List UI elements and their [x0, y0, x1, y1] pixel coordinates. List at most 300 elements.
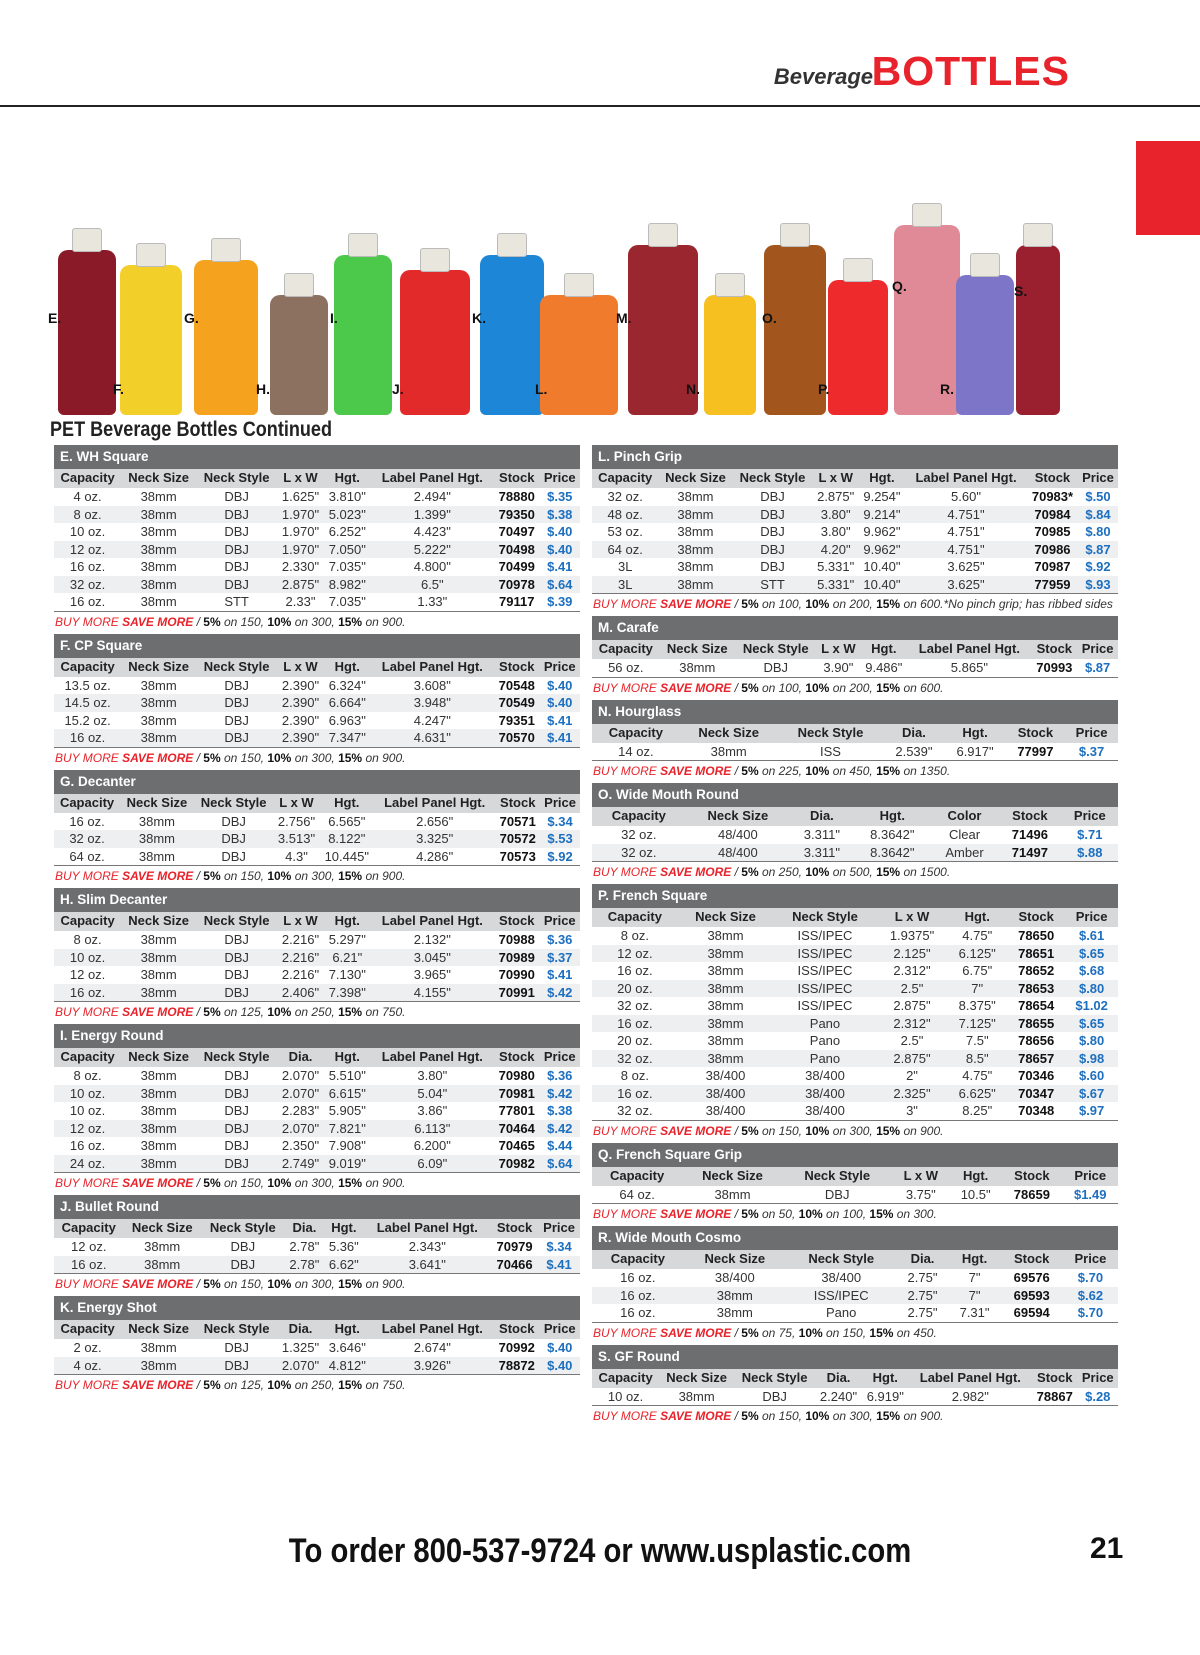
discount-text: SAVE MORE [122, 614, 194, 629]
discount-text: BUY MORE [593, 1123, 661, 1138]
table-row [54, 558, 580, 576]
table-cell: 10 oz. [54, 949, 121, 967]
table-cell: 10.40" [863, 559, 901, 574]
bottle-letter: K. [472, 310, 486, 326]
discount-text: 15% [876, 680, 901, 695]
discount-text: on 150, [758, 1123, 806, 1138]
table-cell: 38mm [121, 593, 196, 611]
discount-text: BUY MORE [593, 865, 661, 879]
bottle-14 [956, 275, 1014, 415]
table-cell: DBJ [230, 1239, 256, 1254]
table-cell: 3.513" [273, 830, 319, 848]
column-header: Hgt. [324, 469, 371, 488]
column-header: Hgt. [950, 1167, 1001, 1186]
discount-text: 15% [338, 750, 363, 765]
column-header: Label Panel Hgt. [371, 469, 494, 488]
price-cell: $.40 [547, 1340, 573, 1355]
table-cell: 16 oz. [592, 1015, 678, 1033]
table-cell: 32 oz. [54, 830, 120, 848]
table-cell: DBJ [196, 694, 277, 712]
discount-text: 5% [203, 750, 221, 765]
discount-text: on 900. [900, 1123, 944, 1138]
table-cell: 16 oz. [592, 1085, 678, 1103]
column-header: Dia. [277, 1320, 324, 1339]
bulk-discount-note [592, 1406, 1118, 1426]
table-cell: 2.132" [413, 932, 451, 947]
discount-text: / [193, 750, 204, 765]
bottle-15 [1016, 245, 1060, 415]
spec-table [54, 1048, 580, 1173]
column-header: L x W [813, 469, 859, 488]
table-cell: 2.070" [277, 1085, 324, 1103]
table-cell: 10.445" [320, 848, 375, 866]
price-cell: $.50 [1085, 489, 1111, 504]
discount-text: / [731, 1123, 742, 1138]
price-cell: $.38 [547, 1103, 573, 1118]
discount-text: SAVE MORE [660, 680, 732, 695]
table-cell: 38mm [121, 694, 196, 712]
column-header: Price [1063, 1250, 1118, 1269]
table-cell: 2.982" [909, 1388, 1032, 1406]
price-cell: $.28 [1078, 1388, 1118, 1406]
discount-text: 15% [338, 1176, 363, 1190]
discount-text: 5% [741, 1325, 759, 1340]
discount-text: 10% [805, 865, 830, 879]
table-cell: 3.90" [816, 659, 860, 677]
column-header: Neck Size [121, 469, 196, 488]
table-cell: 13.5 oz. [64, 677, 111, 693]
table-cell: 32 oz. [621, 827, 657, 842]
table-cell: 16 oz. [54, 1256, 123, 1274]
product-section [592, 783, 1118, 882]
table-cell: 38mm [658, 576, 732, 594]
table-cell: 6.963" [328, 712, 366, 728]
table-cell: DBJ [224, 677, 249, 693]
table-cell: DBJ [196, 576, 277, 594]
discount-text: on 100, [822, 1207, 870, 1221]
header-category: Beverage [773, 64, 873, 89]
table-cell: 1.625" [281, 489, 320, 504]
price-cell: $.87 [1077, 659, 1118, 677]
table-cell: 12 oz. [592, 945, 678, 963]
header-title: BOTTLES [871, 48, 1070, 94]
table-row [592, 558, 1118, 576]
table-cell: 4.75" [962, 1068, 993, 1083]
column-header: Neck Style [196, 469, 277, 488]
table-cell: 64 oz. [592, 541, 658, 559]
bottle-neck [715, 273, 745, 297]
table-cell: 32 oz. [617, 998, 653, 1013]
spec-table [592, 640, 1118, 678]
price-cell: $.41 [540, 729, 580, 747]
price-cell: $.41 [547, 559, 573, 574]
section-header: P. French Square [592, 884, 1118, 908]
product-photo [48, 138, 1128, 423]
bottle-neck [72, 228, 102, 252]
table-cell: 38mm [121, 1357, 196, 1375]
table-cell: ISS/IPEC [797, 928, 853, 943]
stock-cell: 70980 [498, 1068, 535, 1083]
discount-text: on 75, [758, 1325, 799, 1340]
discount-text: / [193, 1277, 204, 1291]
bottle-1 [58, 250, 116, 415]
section-header: H. Slim Decanter [54, 888, 580, 912]
table-cell: ISS/IPEC [773, 980, 876, 998]
bottle-neck [648, 223, 678, 247]
column-header: Price [1063, 1167, 1119, 1186]
column-header: Label Panel Hgt. [374, 794, 495, 813]
price-cell: $.65 [1065, 945, 1118, 963]
table-row [54, 694, 580, 712]
discount-text: BUY MORE [593, 1325, 661, 1340]
table-row [54, 523, 580, 541]
table-row [592, 1102, 1118, 1120]
discount-text: on 125, [220, 1005, 268, 1019]
table-cell: 2.216" [281, 932, 320, 947]
stock-cell: 70572 [495, 830, 540, 848]
table-cell: 38mm [684, 1287, 786, 1305]
discount-text: on 150, [220, 750, 268, 765]
discount-text: 15% [869, 1325, 894, 1340]
table-row [592, 506, 1118, 524]
section-header: S. GF Round [592, 1345, 1118, 1369]
table-cell: 38/400 [714, 1270, 755, 1285]
table-cell: 2.33" [277, 593, 324, 611]
table-cell: 38mm [707, 998, 744, 1013]
discount-text: on 100, [758, 597, 806, 611]
stock-cell: 70347 [1007, 1085, 1065, 1103]
table-row [592, 1050, 1118, 1068]
bulk-discount-note [592, 1121, 1118, 1141]
table-cell: 2.325" [877, 1085, 948, 1103]
bottle-letter: N. [686, 381, 700, 397]
discount-text: 5% [203, 1277, 221, 1291]
price-cell: $.35 [547, 489, 573, 504]
discount-text: 15% [338, 614, 363, 629]
table-cell: 3.325" [374, 830, 495, 848]
discount-text: 5% [741, 865, 759, 879]
table-row [54, 931, 580, 949]
table-cell: 2.390" [281, 712, 320, 728]
discount-text: 10% [805, 597, 830, 611]
table-cell: 38mm [121, 541, 196, 559]
column-header: Dia. [790, 807, 854, 826]
table-cell: Pano [809, 1033, 841, 1048]
column-header: Neck Style [735, 640, 816, 659]
column-header: Stock [1027, 469, 1078, 488]
column-header: Dia. [277, 1048, 324, 1067]
table-cell: 48 oz. [592, 506, 658, 524]
table-cell: 38mm [121, 1085, 196, 1103]
discount-text: on 250, [758, 865, 806, 879]
table-cell: 38mm [140, 1138, 177, 1153]
column-header: Capacity [54, 912, 121, 931]
column-header: Dia. [896, 1250, 948, 1269]
price-cell: $.34 [547, 813, 573, 829]
column-header: Dia. [883, 724, 944, 743]
table-cell: 38mm [140, 1103, 177, 1118]
bottle-neck [420, 248, 450, 272]
table-cell: 15.2 oz. [64, 712, 111, 728]
product-section [54, 1296, 580, 1395]
table-cell: 4.631" [371, 729, 494, 747]
discount-text: / [193, 1176, 204, 1190]
price-cell: $.62 [1063, 1287, 1118, 1305]
table-cell: 4.286" [374, 848, 495, 866]
table-cell: 38mm [140, 489, 177, 504]
stock-cell: 78659 [1001, 1186, 1062, 1204]
table-row [54, 712, 580, 730]
table-cell: 32 oz. [54, 576, 121, 594]
bottle-neck [1023, 223, 1053, 247]
table-row [592, 980, 1118, 998]
table-row [592, 1015, 1118, 1033]
column-header: Neck Size [121, 1048, 196, 1067]
column-header: Neck Style [732, 469, 812, 488]
table-cell: 38mm [707, 1033, 744, 1048]
table-cell: 3.86" [417, 1103, 448, 1118]
column-header: Label Panel Hgt. [909, 1369, 1032, 1388]
column-header: Stock [494, 1320, 540, 1339]
stock-cell: 77801 [498, 1103, 535, 1118]
discount-text: / [731, 764, 742, 778]
stock-cell: 70978 [494, 576, 540, 594]
table-cell: 10.5" [950, 1186, 1001, 1204]
bottle-letter: J. [392, 381, 404, 397]
table-cell: 38mm [140, 559, 177, 574]
price-cell: $.60 [1078, 1068, 1105, 1083]
table-cell: 2.216" [281, 967, 320, 982]
table-cell: 2.070" [277, 1120, 324, 1138]
table-cell: 38mm [658, 506, 732, 524]
discount-text: on 300, [829, 1123, 877, 1138]
table-cell: DBJ [196, 1085, 277, 1103]
column-header: Label Panel Hgt. [371, 912, 494, 931]
table-cell: 16 oz. [592, 1287, 684, 1305]
product-section [592, 884, 1118, 1141]
discount-text: on 1350. [900, 764, 951, 778]
table-cell: 3" [877, 1102, 948, 1120]
column-header: Neck Size [121, 658, 196, 677]
price-cell: $.92 [1085, 559, 1111, 574]
discount-text: on 150, [220, 869, 268, 883]
bottle-neck [497, 233, 527, 257]
price-cell: $.42 [540, 984, 580, 1002]
discount-text: SAVE MORE [122, 1005, 194, 1019]
section-header: G. Decanter [54, 770, 580, 794]
table-cell: 8.3642" [854, 844, 931, 862]
discount-text: 5% [741, 1409, 759, 1423]
column-header: Capacity [592, 640, 660, 659]
column-header: Neck Style [778, 724, 884, 743]
column-header: Dia. [285, 1219, 324, 1238]
spec-table [54, 1219, 580, 1274]
column-header: Hgt. [945, 724, 1006, 743]
price-cell: $.70 [1063, 1304, 1118, 1322]
discount-text: 10% [267, 1176, 292, 1190]
table-cell: 38mm [140, 932, 177, 947]
table-cell: 5.023" [324, 506, 371, 524]
table-cell: DBJ [201, 1256, 285, 1274]
product-section [54, 1195, 580, 1294]
table-cell: DBJ [224, 1103, 249, 1118]
bulk-discount-note [54, 1375, 580, 1395]
column-header: Hgt. [947, 908, 1007, 927]
discount-text: 15% [876, 1409, 901, 1423]
discount-text: on 150, [220, 1176, 268, 1190]
discount-text: 5% [203, 1378, 221, 1392]
discount-text: 10% [798, 1325, 823, 1340]
price-cell: $.93 [1078, 576, 1118, 594]
table-cell: DBJ [783, 1186, 892, 1204]
column-header: Stock [494, 469, 540, 488]
table-cell: 3.810" [328, 489, 366, 504]
column-header: Price [540, 658, 580, 677]
table-cell: 38mm [121, 729, 196, 747]
table-cell: 2 oz. [73, 1340, 102, 1355]
table-cell: DBJ [196, 729, 277, 747]
stock-cell: 70988 [498, 932, 535, 947]
section-header: N. Hourglass [592, 700, 1118, 724]
table-cell: 5.36" [328, 1239, 359, 1254]
discount-text: SAVE MORE [660, 764, 732, 778]
table-cell: 38mm [121, 1155, 196, 1173]
table-cell: 6.919" [862, 1388, 909, 1406]
table-cell: 2.749" [277, 1155, 324, 1173]
discount-text: 15% [876, 1123, 901, 1138]
table-cell: 2.5" [900, 1033, 924, 1048]
table-row [592, 1304, 1118, 1322]
table-cell: 38mm [707, 928, 744, 943]
table-cell: 20 oz. [617, 1033, 653, 1048]
table-row [54, 984, 580, 1002]
bottle-3 [194, 260, 258, 415]
table-cell: 38mm [140, 1068, 177, 1083]
table-cell: 2.756" [277, 813, 316, 829]
discount-text: 10% [805, 680, 830, 695]
discount-text: 5% [741, 1207, 759, 1221]
column-header: L x W [277, 469, 324, 488]
table-cell: 8.375" [958, 998, 996, 1013]
price-cell: $.97 [1065, 1102, 1118, 1120]
bulk-discount-note [592, 862, 1118, 882]
bottle-neck [348, 233, 378, 257]
spec-table [592, 1369, 1118, 1407]
discount-text: BUY MORE [593, 764, 661, 778]
section-header: I. Energy Round [54, 1024, 580, 1048]
table-cell: 3.641" [364, 1256, 491, 1274]
table-cell: Pano [786, 1304, 897, 1322]
discount-text: on 900. [900, 1409, 944, 1423]
stock-cell: 70348 [1007, 1102, 1065, 1120]
table-cell: 38mm [677, 559, 714, 574]
bottle-letter: E. [48, 310, 62, 326]
discount-text: on 300, [829, 1409, 877, 1423]
discount-text: on 600.*No pinch grip; has ribbed sides [900, 597, 1113, 611]
column-header: Hgt. [324, 1048, 371, 1067]
stock-cell: 77997 [1006, 743, 1066, 761]
table-cell: 32 oz. [607, 489, 643, 504]
discount-text: on 150, [822, 1325, 870, 1340]
table-cell: 2.75" [907, 1270, 938, 1285]
column-header: Neck Style [734, 1369, 815, 1388]
section-header: Q. French Square Grip [592, 1143, 1118, 1167]
table-cell: 7.347" [324, 729, 371, 747]
table-cell: 7" [949, 1287, 1001, 1305]
table-cell: 1.970" [281, 524, 320, 539]
table-cell: 9.214" [859, 506, 905, 524]
table-row [54, 1357, 580, 1375]
discount-text: BUY MORE [55, 1378, 123, 1392]
section-header: L. Pinch Grip [592, 445, 1118, 469]
column-header: Capacity [592, 469, 658, 488]
table-cell: 16 oz. [54, 729, 121, 747]
discount-text: on 450, [829, 764, 877, 778]
price-cell: $.80 [1078, 1033, 1105, 1048]
discount-text: SAVE MORE [660, 1325, 732, 1340]
table-cell: 10 oz. [69, 524, 106, 539]
column-header: Neck Size [678, 908, 774, 927]
table-cell: 38mm [121, 576, 196, 594]
discount-text: 10% [805, 1409, 830, 1423]
column-header: Neck Style [196, 912, 277, 931]
stock-cell: 70991 [494, 984, 540, 1002]
stock-cell: 70987 [1034, 559, 1071, 574]
table-cell: DBJ [224, 1138, 249, 1153]
discount-text: 10% [267, 614, 292, 629]
table-row [54, 830, 580, 848]
table-row [54, 506, 580, 524]
column-header: Neck Size [123, 1219, 200, 1238]
table-cell: DBJ [224, 932, 249, 947]
table-cell: Amber [931, 844, 998, 862]
bottle-letter: Q. [892, 278, 907, 294]
table-cell: 38/400 [805, 1068, 845, 1083]
table-cell: 14.5 oz. [54, 694, 121, 712]
discount-text: 10% [267, 869, 292, 883]
table-cell: STT [196, 593, 277, 611]
price-cell: $.42 [540, 1120, 580, 1138]
price-cell: $.61 [1078, 928, 1105, 943]
discount-text: BUY MORE [55, 1176, 123, 1190]
bottle-neck [843, 258, 873, 282]
table-row [592, 1269, 1118, 1287]
column-header: Hgt. [324, 658, 371, 677]
discount-text: SAVE MORE [660, 1123, 732, 1138]
bottle-11 [764, 245, 826, 415]
column-header: L x W [892, 1167, 950, 1186]
table-cell: 3.948" [371, 694, 494, 712]
price-cell: $1.02 [1075, 998, 1108, 1013]
table-row [54, 966, 580, 984]
discount-text: on 300, [291, 614, 339, 629]
table-cell: 2.656" [416, 813, 454, 829]
column-header: Price [1062, 807, 1118, 826]
table-cell: 6.5" [371, 576, 494, 594]
discount-text: on 150, [220, 1277, 268, 1291]
table-cell: 3.646" [328, 1340, 366, 1355]
discount-text: on 50, [758, 1207, 799, 1221]
table-cell: ISS/IPEC [773, 945, 876, 963]
discount-text: on 225, [758, 764, 806, 778]
table-cell: 3.311" [803, 827, 840, 842]
product-section [54, 888, 580, 1022]
column-header: Hgt. [854, 807, 931, 826]
stock-cell: 70466 [491, 1256, 538, 1274]
discount-text: on 100, [758, 680, 806, 695]
column-header: Neck Size [659, 1369, 734, 1388]
discount-text: 15% [876, 764, 901, 778]
